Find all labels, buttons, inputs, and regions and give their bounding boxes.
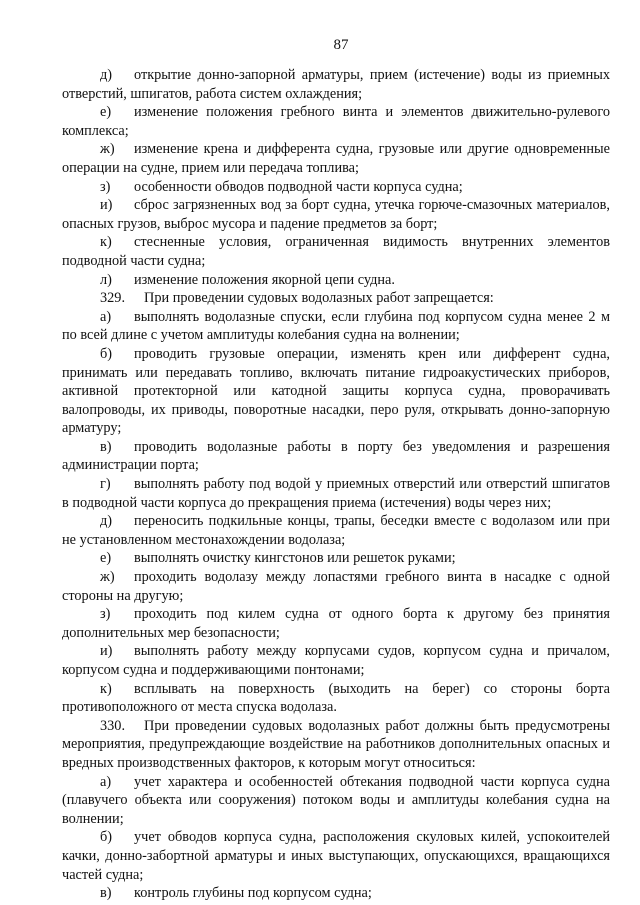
paragraph [62,512,610,549]
paragraph-text: переносить подкильные концы, трапы, беседки вместе с водолазом или при не установленном местонахождении водолаза; [62,513,610,548]
paragraph-text: проводить грузовые операции, изменять крен или дифферент судна, принимать или передавать топливо, включать питание гидроакустических приборов, активной протекторной или катодной защиты корпуса судна, проворачивать валопроводы, их приводы, поворотные насадки, перо руля, открывать донно-запорную арматуру; [62,345,610,437]
paragraph-label: 330. [100,717,126,734]
paragraph-label: а) [100,308,112,325]
paragraph-label: г) [100,476,111,493]
paragraph-text: проводить водолазные работы в порту без уведомления и разрешения администрации порта; [62,438,610,474]
paragraph [62,233,610,270]
paragraph [62,66,610,103]
paragraph-text: выполнять водолазные спуски, если глубина под корпусом судна менее 2 м по всей длине с учетом амплитуды колебания судна на волнении; [62,308,610,344]
paragraph-label: и) [100,197,113,214]
page-number: 87 [333,37,349,53]
paragraph-label: д) [100,67,113,83]
paragraph-label: 329. [100,290,126,307]
paragraph-text: При проведении судовых водолазных работ запрещается: [144,290,494,307]
paragraph [62,717,610,773]
paragraph-text: выполнять очистку кингстонов или решеток руками; [134,550,456,567]
paragraph-text: изменение крена и дифферента судна, грузовые или другие одновременные операции на судне, прием или передача топлива; [62,141,610,176]
paragraph [62,289,610,308]
paragraph [62,773,610,829]
paragraph-text: контроль глубины под корпусом судна; [134,885,372,902]
paragraph-text: особенности обводов подводной части корпуса судна; [134,178,463,195]
paragraph [62,828,610,884]
paragraph-label: а) [100,773,112,790]
paragraph-text: открытие донно-запорной арматуры, прием (истечение) воды из приемных отверстий, шпигатов, работа систем охлаждения; [62,67,610,102]
paragraph-text: проходить водолазу между лопастями гребного винта в насадке с одной стороны на другую; [62,569,610,604]
paragraph-label: е) [100,550,112,567]
paragraph [62,549,610,568]
document-body [62,66,610,903]
paragraph-text: проходить под килем судна от одного борта к другому без принятия дополнительных мер безопасности; [62,606,610,641]
paragraph [62,884,610,903]
paragraph-text: учет обводов корпуса судна, расположения скуловых килей, успокоителей качки, донно-забортной арматуры и иных выступающих, опускающихся, вращающихся частей судна; [62,829,610,883]
paragraph [62,140,610,177]
paragraph-label: д) [100,513,113,530]
paragraph [62,438,610,475]
paragraph-text: изменение положения гребного винта и элементов движительно-рулевого комплекса; [62,104,610,139]
paragraph-label: л) [100,271,112,288]
paragraph-label: к) [100,680,112,697]
paragraph-text: сброс загрязненных вод за борт судна, утечка горюче-смазочных материалов, опасных грузов, выброс мусора и падение предметов за борт; [62,197,610,232]
paragraph [62,271,610,290]
paragraph-label: к) [100,234,112,251]
paragraph-text: изменение положения якорной цепи судна. [134,271,395,288]
paragraph-text: учет характера и особенностей обтекания подводной части корпуса судна (плавучего объекта или сооружения) потоком воды и амплитуды колебания судна на волнении; [62,773,610,827]
paragraph-label: з) [100,178,111,195]
paragraph-label: в) [100,438,112,455]
paragraph-label: ж) [100,141,115,158]
paragraph-label: б) [100,829,113,846]
paragraph-label: з) [100,606,111,623]
paragraph [62,605,610,642]
paragraph [62,178,610,197]
paragraph-text: выполнять работу под водой у приемных отверстий или отверстий шпигатов в подводной части корпуса до прекращения приема (истечения) воды через них; [62,476,610,511]
paragraph-label: е) [100,104,112,121]
paragraph [62,308,610,345]
paragraph [62,345,610,438]
paragraph-text: выполнять работу между корпусами судов, корпусом судна и причалом, корпусом судна и поддерживающими понтонами; [62,643,610,678]
paragraph-label: б) [100,345,113,362]
paragraph-text: При проведении судовых водолазных работ должны быть предусмотрены мероприятия, предупреждающие воздействие на работников дополнительных опасных и вредных производственных факторов, к которым могут относиться: [62,717,610,771]
paragraph [62,103,610,140]
paragraph [62,680,610,717]
paragraph [62,642,610,679]
paragraph [62,568,610,605]
paragraph-label: и) [100,643,113,660]
paragraph [62,196,610,233]
paragraph-text: всплывать на поверхность (выходить на берег) со стороны борта противоположного от места спуска водолаза. [62,680,610,716]
paragraph-label: ж) [100,569,115,586]
paragraph-label: в) [100,885,112,902]
paragraph-text: стесненные условия, ограниченная видимость внутренних элементов подводной части судна; [62,234,610,269]
paragraph [62,475,610,512]
